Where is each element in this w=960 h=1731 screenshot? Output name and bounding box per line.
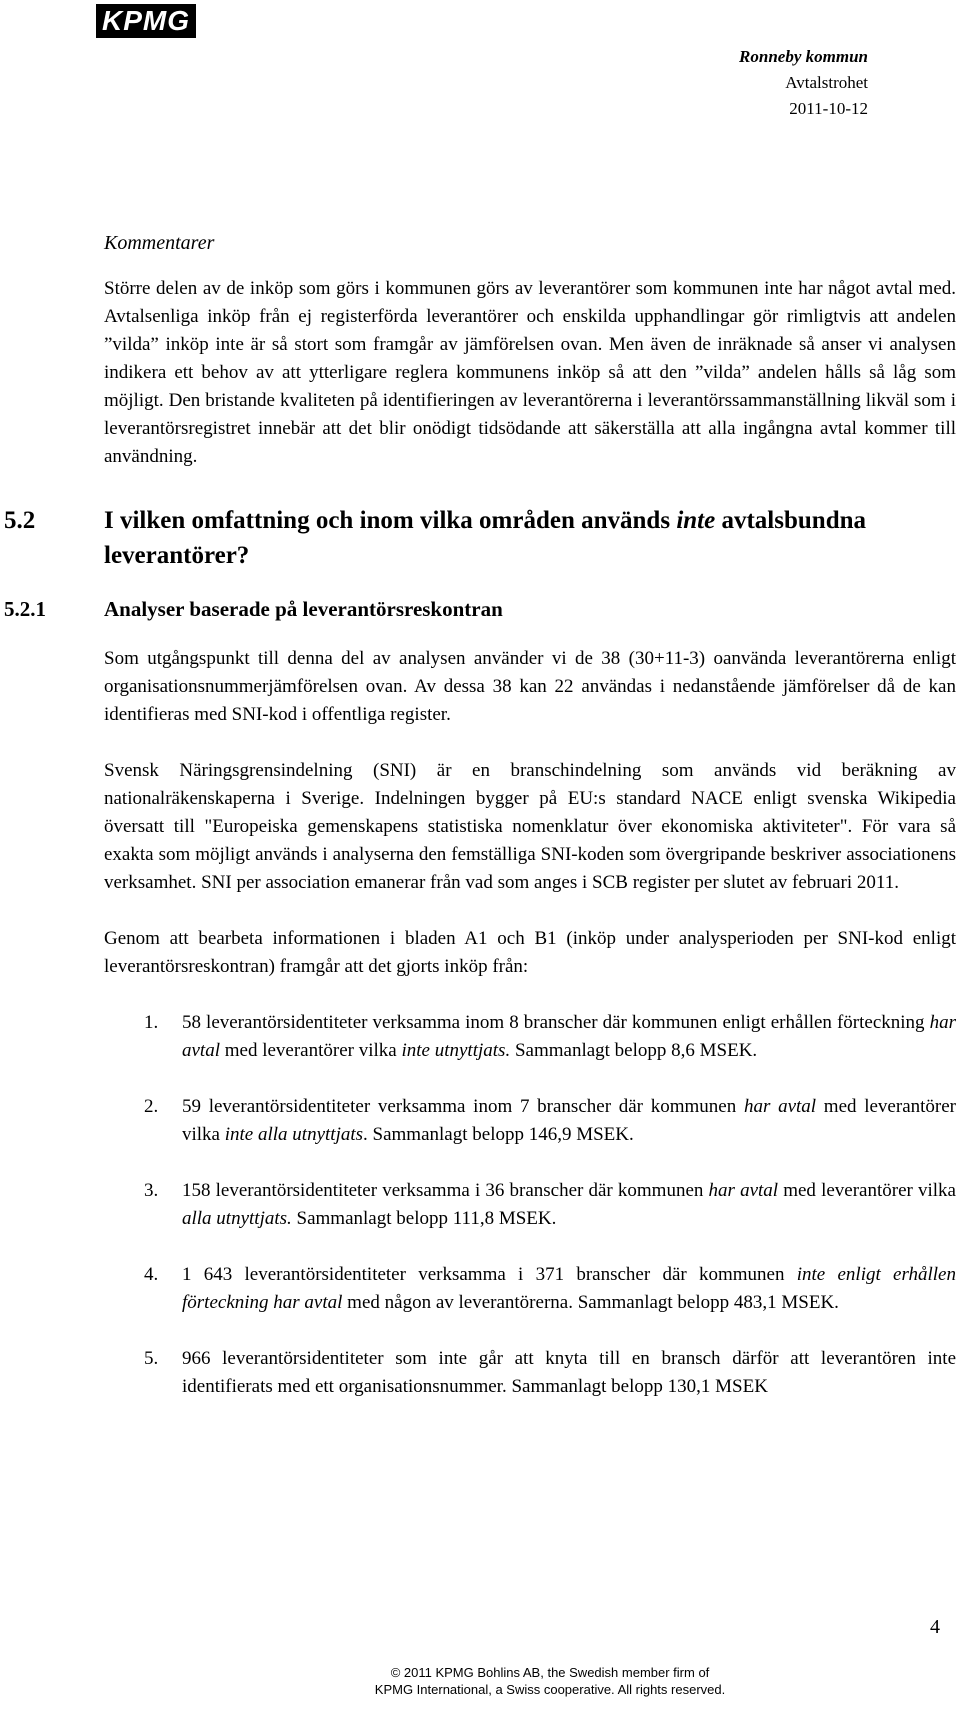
- page-number: 4: [930, 1616, 940, 1638]
- list-item: [104, 1345, 956, 1401]
- list-item-emphasis: inte enligt erhållen förteckning har avtal: [182, 1264, 956, 1313]
- section-title-emphasis: inte: [676, 507, 716, 534]
- list-item-emphasis: har avtal: [743, 1096, 817, 1117]
- copyright-footer: [340, 1664, 760, 1698]
- list-item-number: 4.: [144, 1264, 159, 1285]
- list-item-emphasis: har avtal: [182, 1012, 956, 1061]
- list-item-text: 1 643 leverantörsidentiteter verksamma i 371 branscher där kommunen: [182, 1264, 797, 1285]
- list-item-text: med någon av leverantörerna. Sammanlagt belopp 483,1 MSEK.: [342, 1292, 839, 1313]
- document-date: 2011-10-12: [789, 99, 868, 118]
- list-item: [104, 1177, 956, 1233]
- list-item-text: . Sammanlagt belopp 146,9 MSEK.: [363, 1124, 634, 1145]
- purchases-intro-paragraph: Genom att bearbeta informationen i bladen A1 och B1 (inköp under analysperioden per SNI-kod enligt leverantörsreskontran) framgår att det gjorts inköp från:: [104, 928, 956, 977]
- list-item-emphasis: inte utnyttjats.: [401, 1040, 511, 1061]
- subsection-number: 5.2.1: [4, 597, 46, 621]
- list-item: [104, 1093, 956, 1149]
- list-item-number: 1.: [144, 1012, 159, 1033]
- copyright-line: KPMG International, a Swiss cooperative. All rights reserved.: [374, 1682, 726, 1697]
- section-5-2-1-heading: [4, 595, 956, 623]
- list-item-emphasis: inte alla utnyttjats: [224, 1124, 364, 1145]
- analysis-paragraph: Som utgångspunkt till denna del av analysen använder vi de 38 (30+11-3) oanvända leverantörerna enligt organisationsnummerjämförelsen ovan. Av dessa 38 kan 22 användas i nedanstående jämförelser då de kan identifieras med SNI-kod i offentliga register.: [104, 648, 956, 725]
- list-item-number: 5.: [144, 1348, 159, 1369]
- list-item-text: 59 leverantörsidentiteter verksamma inom 7 branscher där kommunen: [182, 1096, 744, 1117]
- list-item-text: med leverantörer vilka: [182, 1096, 956, 1145]
- list-item-text: 966 leverantörsidentiteter som inte går att knyta till en bransch därför att leverantören inte identifierats med ett organisationsnummer. Sammanlagt belopp 130,1 MSEK: [182, 1348, 956, 1397]
- list-item-number: 2.: [144, 1096, 159, 1117]
- document-header: [739, 44, 868, 122]
- list-item-emphasis: alla utnyttjats.: [182, 1208, 292, 1229]
- list-item-text: Sammanlagt belopp 8,6 MSEK.: [510, 1040, 758, 1061]
- list-item-text: med leverantörer vilka: [220, 1040, 402, 1061]
- comments-paragraph: Större delen av de inköp som görs i kommunen görs av leverantörer som kommunen inte har något avtal med. Avtalsenliga inköp från ej registerförda leverantörer och enskilda upphandlingar gör rimligtvis att andelen ”vilda” inköp inte är så stort som framgår av jämförelsen ovan. Men även de inräknade så anser vi analysen indikera ett behov av att ytterligare reglera kommunens inköp så att den ”vilda” andelen hålls så låg som möjligt. Den bristande kvaliteten på identifieringen av leverantörerna i leverantörssammanställning likväl som i leverantörsregistret innebär att det blir onödigt tidsödande att säkerställa att alla ingångna avtal kommer till användning.: [104, 278, 956, 467]
- list-item-emphasis: har avtal: [708, 1180, 779, 1201]
- comments-heading: Kommentarer: [104, 232, 215, 254]
- kpmg-logo: KPMG: [96, 4, 196, 38]
- organization-name: Ronneby kommun: [739, 47, 868, 66]
- page-content: [4, 232, 956, 1429]
- list-item-text: 58 leverantörsidentiteter verksamma inom 8 branscher där kommunen enligt erhållen förteckning: [182, 1012, 930, 1033]
- list-item: [104, 1009, 956, 1065]
- list-item-text: med leverantörer vilka: [778, 1180, 956, 1201]
- document-title: Avtalstrohet: [785, 73, 868, 92]
- section-5-2-heading: [4, 503, 956, 573]
- section-title-part: avtalsbundna leverantörer?: [104, 507, 867, 569]
- subsection-title: Analyser baserade på leverantörsreskontran: [104, 597, 503, 621]
- copyright-line: © 2011 KPMG Bohlins AB, the Swedish member firm of: [390, 1665, 710, 1680]
- sni-paragraph: Svensk Näringsgrensindelning (SNI) är en branschindelning som används vid beräkning av nationalräkenskaperna i Sverige. Indelningen bygger på EU:s standard NACE enligt svenska Wikipedia översatt till "Europeiska gemenskapens statistiska nomenklatur över ekonomiska aktiviteter". För vara så exakta som möjligt används i analyserna den femställiga SNI-koden som övergripande beskriver associationens verksamhet. SNI per association emanerar från vad som anges i SCB register per slutet av februari 2011.: [104, 760, 956, 893]
- list-item-text: Sammanlagt belopp 111,8 MSEK.: [291, 1208, 557, 1229]
- section-number: 5.2: [4, 507, 36, 534]
- list-item-text: 158 leverantörsidentiteter verksamma i 36 branscher där kommunen: [182, 1180, 709, 1201]
- section-title-part: I vilken omfattning och inom vilka områden används: [104, 507, 677, 534]
- list-item-number: 3.: [144, 1180, 159, 1201]
- purchase-list: [104, 1009, 956, 1401]
- list-item: [104, 1261, 956, 1317]
